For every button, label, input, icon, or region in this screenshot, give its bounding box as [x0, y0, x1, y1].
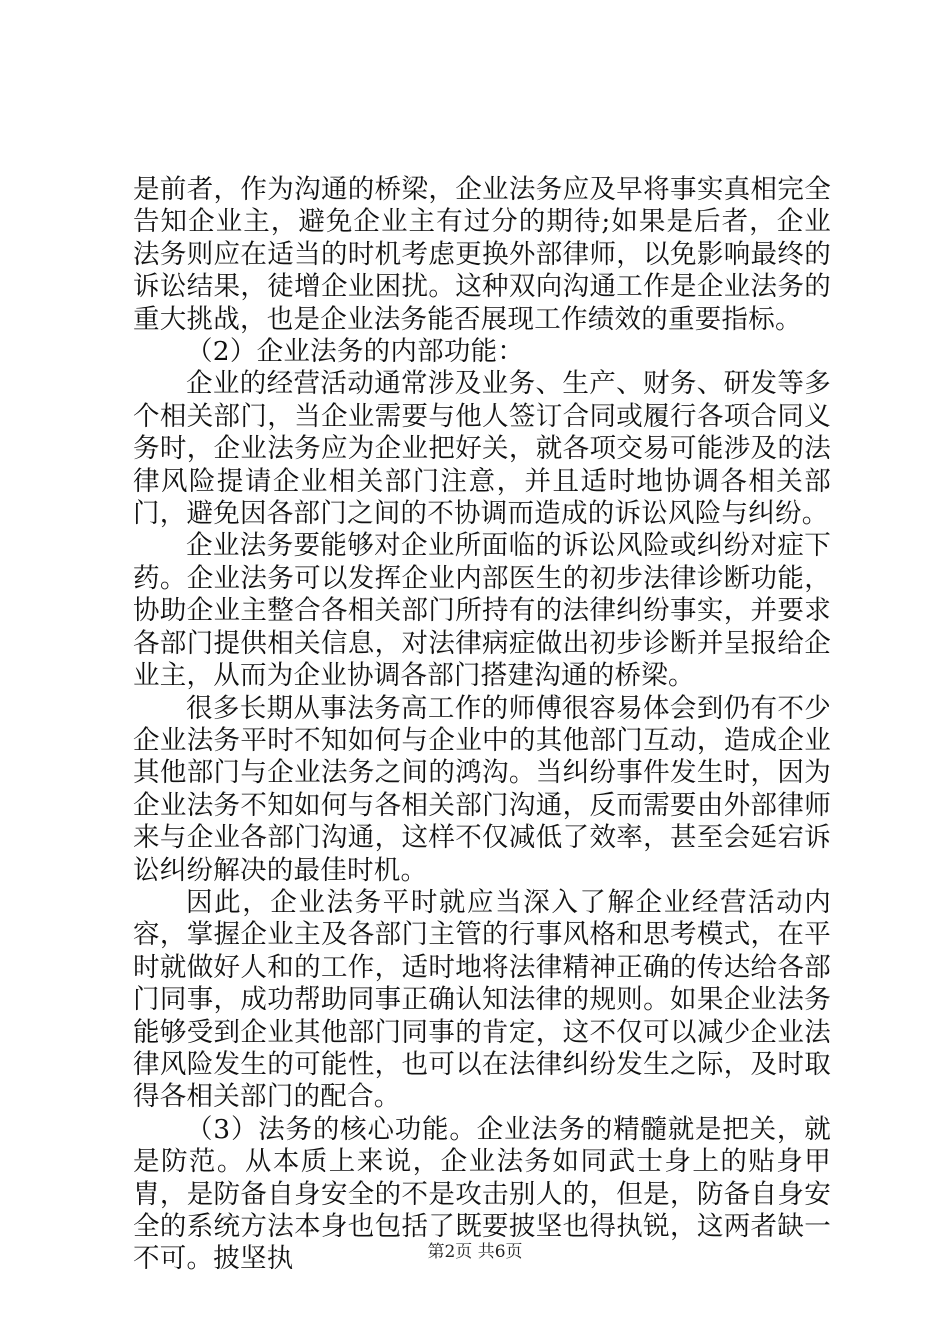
page-footer: 第2页 共6页 [427, 1242, 523, 1262]
section-heading-internal-function: （2）企业法务的内部功能： [186, 336, 525, 368]
paragraph-therefore: 因此，企业法务平时就应当深入了解企业经营活动内容，掌握企业主及各部门主管的行事风格和思考模式，在平时就做好人和的工作，适时地将法律精神正确的传达给各部门同事，成功帮助同事正确认知法律的规则。如果企业法务能够受到企业其他部门同事的肯定，这不仅可以减少企业法律风险发生的可能性，也可以在法律纠纷发生之际，及时取得各相关部门的配合。 [133, 886, 831, 1113]
document-body [133, 174, 831, 1276]
paragraph-communication-gap: 很多长期从事法务高工作的师傅很容易体会到仍有不少企业法务平时不知如何与企业中的其他部门互动，造成企业其他部门与企业法务之间的鸿沟。当纠纷事件发生时，因为企业法务不知如何与各相关部门沟通，反而需要由外部律师来与企业各部门沟通，这样不仅减低了效率，甚至会延宕诉讼纠纷解决的最佳时机。 [133, 692, 831, 886]
paragraph-departments: 企业的经营活动通常涉及业务、生产、财务、研发等多个相关部门，当企业需要与他人签订合同或履行各项合同义务时，企业法务应为企业把好关，就各项交易可能涉及的法律风险提请企业相关部门注意，并且适时地协调各相关部门，避免因各部门之间的不协调而造成的诉讼风险与纠纷。 [133, 368, 831, 530]
paragraph-continuation: 是前者，作为沟通的桥梁，企业法务应及早将事实真相完全告知企业主，避免企业主有过分的期待;如果是后者，企业法务则应在适当的时机考虑更换外部律师，以免影响最终的诉讼结果，徒增企业困扰。这种双向沟通工作是企业法务的重大挑战，也是企业法务能否展现工作绩效的重要指标。 [133, 174, 831, 335]
paragraph-diagnosis: 企业法务要能够对企业所面临的诉讼风险或纠纷对症下药。企业法务可以发挥企业内部医生的初步法律诊断功能，协助企业主整合各相关部门所持有的法律纠纷事实，并要求各部门提供相关信息，对法律病症做出初步诊断并呈报给企业主，从而为企业协调各部门搭建沟通的桥梁。 [133, 530, 831, 692]
paragraph-core-function: （3）法务的核心功能。企业法务的精髓就是把关，就是防范。从本质上来说，企业法务如同武士身上的贴身甲胄，是防备自身安全的不是攻击别人的，但是，防备自身安全的系统方法本身也包括了既要披坚也得执锐，这两者缺一不可。披坚执 [133, 1113, 831, 1275]
